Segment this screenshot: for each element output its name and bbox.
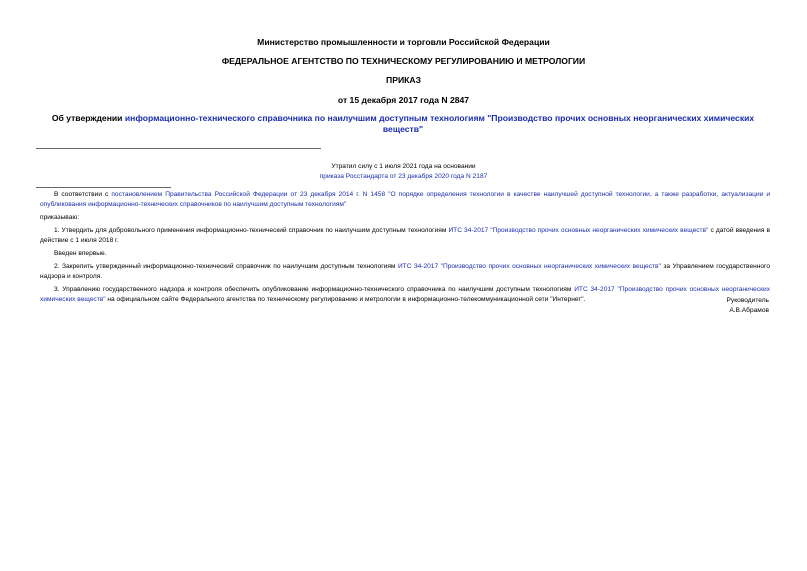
item-1-prefix: 1. Утвердить для добровольного применения информационно-технический справочник по наилучшим доступным технологиям — [54, 227, 449, 234]
title-link[interactable]: информационно-технического справочника по наилучшим доступным технологиям "Производство прочих основных неорганических химических веществ" — [124, 113, 755, 134]
signature-position: Руководитель — [726, 297, 769, 304]
title-prefix: Об утверждении — [51, 113, 125, 123]
paragraph-item-2 — [40, 262, 770, 282]
item-1-suffix: с датой введения в действие с 1 июля 2018 г. — [40, 227, 770, 244]
item-2-prefix: 2. Закрепить утвержденный информационно-технический справочник по наилучшим доступным технологиям — [54, 263, 398, 270]
its-link-1[interactable]: ИТС 34-2017 "Производство прочих основных неорганических химических веществ" — [448, 227, 709, 234]
paragraph-first-introduced: Введен впервые. — [54, 250, 107, 257]
paragraph-item-3 — [40, 285, 770, 305]
status-note: Утратил силу с 1 июля 2021 года на основании — [331, 163, 476, 170]
document-title — [36, 113, 770, 135]
paragraph-basis — [40, 190, 770, 210]
paragraph-item-1 — [40, 226, 770, 246]
item-2-suffix: за Управлением государственного надзора и контроля. — [40, 263, 770, 280]
agency-heading: ФЕДЕРАЛЬНОЕ АГЕНТСТВО ПО ТЕХНИЧЕСКОМУ РЕГУЛИРОВАНИЮ И МЕТРОЛОГИИ — [221, 56, 586, 66]
item-3-suffix: на официальном сайте Федерального агентства по техническому регулированию и метрологии в информационно-телекоммуникационной сети "Интернет". — [105, 296, 586, 303]
ministry-heading: Министерство промышленности и торговли Российской Федерации — [257, 37, 550, 47]
doc-type-heading: ПРИКАЗ — [386, 75, 421, 85]
its-link-2[interactable]: ИТС 34-2017 "Производство прочих основных неорганических химических веществ" — [397, 263, 661, 270]
document-body — [40, 190, 770, 308]
status-note-link-line — [0, 172, 807, 181]
divider-short — [36, 187, 171, 188]
paragraph-basis-prefix: В соответствии с — [54, 191, 112, 198]
repeal-order-link[interactable]: приказа Росстандарта от 23 декабря 2020 года N 2187 — [319, 173, 488, 180]
government-decree-link[interactable]: постановлением Правительства Российской Федерации от 23 декабря 2014 г. N 1458 "О порядке определения технологии в качестве наилучшей доступной технологии, а также разработки, актуализации и опубликования информационно-технических справочников по наилучшим доступным технологиям" — [40, 191, 771, 208]
date-number-heading: от 15 декабря 2017 года N 2847 — [337, 95, 470, 105]
its-link-3[interactable]: ИТС 34-2017 "Производство прочих основных неорганических химических веществ" — [40, 286, 771, 303]
item-3-prefix: 3. Управлению государственного надзора и контроля обеспечить опубликование информационно-технического справочника по наилучшим доступным технологиям — [54, 286, 575, 293]
divider-top — [36, 148, 321, 149]
signature-name: А.В.Абрамов — [729, 307, 769, 314]
paragraph-order: приказываю: — [40, 214, 80, 221]
